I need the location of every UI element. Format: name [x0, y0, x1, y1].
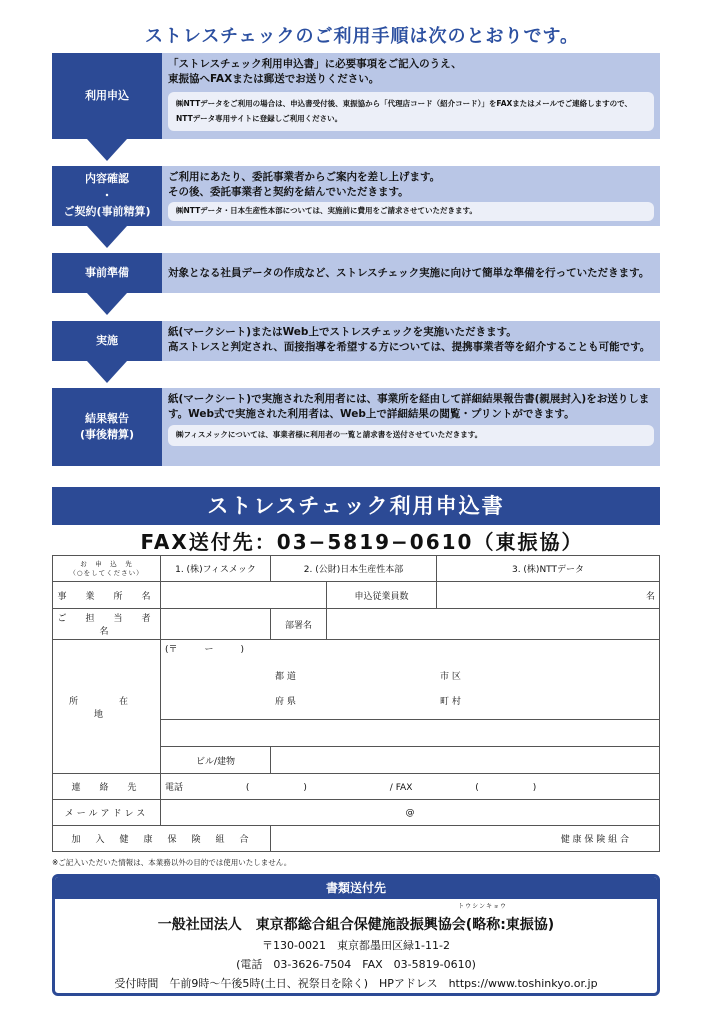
town-label: 町 村	[440, 697, 461, 707]
step-body	[162, 388, 660, 466]
step-line: その後、委託事業者と契約を結んでいただきます。	[168, 185, 409, 198]
dept-label: 部署名	[271, 609, 327, 640]
at-sign: @	[405, 807, 415, 818]
building-field[interactable]	[271, 747, 660, 774]
phone-fax: (電話 03-3626-7504 FAX 03-5819-0610)	[236, 958, 476, 971]
step-label	[52, 53, 162, 139]
postal-code: (〒 ー )	[165, 645, 245, 655]
prefecture-label: 都 道	[275, 672, 296, 682]
organization-name: 一般社団法人 東京都総合組合保健施設振興協会(略称:東振協)	[157, 917, 555, 933]
step-label-text: 実施	[96, 333, 118, 347]
tel-label: 電話	[165, 783, 184, 793]
send-destination-box	[52, 874, 660, 996]
contact-field[interactable]	[161, 774, 660, 800]
privacy-note: ※ご記入いただいた情報は、本業務以外の目的では使用いたしません。	[52, 858, 292, 867]
fax-label: / FAX	[389, 783, 413, 793]
dept-field[interactable]	[327, 609, 660, 640]
step-body	[162, 321, 660, 361]
fax-destination: FAX送付先：03−5819−0610（東振協）	[140, 530, 584, 554]
step-label	[52, 253, 162, 293]
step-line: 東振協へFAXまたは郵送でお送りください。	[168, 72, 380, 85]
insurance-field[interactable]	[271, 826, 660, 852]
step-confirmation	[52, 166, 660, 226]
employees-field[interactable]	[437, 582, 660, 609]
email-field[interactable]	[161, 800, 660, 826]
step-label-text: 利用申込	[85, 88, 129, 102]
step-body	[162, 53, 660, 139]
step-label-text: 内容確認	[85, 172, 129, 186]
person-label: ご 担 当 者 名	[53, 609, 161, 640]
send-destination-title: 書類送付先	[55, 877, 657, 899]
address-field[interactable]	[161, 640, 660, 720]
option-nttdata[interactable]: 3. (株)NTTデータ	[437, 556, 660, 582]
building-label: ビル/建物	[161, 747, 271, 774]
step-label	[52, 388, 162, 466]
step-implementation	[52, 321, 660, 361]
address-line-field[interactable]	[161, 720, 660, 747]
step-application	[52, 53, 660, 139]
step-label	[52, 166, 162, 226]
step-label-text: ・	[101, 188, 113, 202]
postal-address: 〒130-0021 東京都墨田区緑1-11-2	[262, 939, 450, 952]
step-line: 高ストレスと判定され、面接指導を希望する方については、提携事業者等を紹介することも可能です。	[168, 340, 651, 353]
apply-to-label: お 申 込 先 （○をしてください）	[53, 556, 161, 582]
step-label-text: 結果報告	[85, 411, 129, 425]
step-line: ご利用にあたり、委託事業者からご案内を差し上げます。	[168, 171, 441, 183]
page-title: ストレスチェックのご利用手順は次のとおりです。	[144, 26, 580, 47]
step-label	[52, 321, 162, 361]
step-line: 「ストレスチェック利用申込書」に必要事項をご記入のうえ、	[168, 58, 462, 70]
step-line: 紙(マークシート)またはWeb上でストレスチェックを実施いただきます。	[168, 326, 517, 338]
address-label: 所 在 地	[53, 640, 161, 774]
step-body	[162, 166, 660, 226]
step-note: ㈱NTTデータ・日本生産性本部については、実施前に費用をご請求させていただきます。	[168, 202, 654, 220]
person-field[interactable]	[161, 609, 271, 640]
down-arrow-icon	[87, 139, 127, 161]
step-result-report	[52, 388, 660, 466]
employees-label: 申込従業員数	[327, 582, 437, 609]
step-label-text: ご契約(事前精算)	[63, 205, 151, 219]
option-fismec[interactable]: 1. (株)フィスメック	[161, 556, 271, 582]
tel-paren: ( )	[245, 783, 307, 793]
down-arrow-icon	[87, 361, 127, 383]
office-name-field[interactable]	[161, 582, 327, 609]
employees-unit: 名	[645, 591, 655, 602]
step-label-text: 事前準備	[85, 265, 129, 279]
step-line: 対象となる社員データの作成など、ストレスチェック実施に向けて簡単な準備を行っていただきます。	[168, 266, 650, 279]
application-form	[52, 555, 660, 852]
city-label: 市 区	[440, 672, 461, 682]
form-banner: ストレスチェック利用申込書	[52, 487, 660, 525]
insurance-suffix: 健 康 保 険 組 合	[560, 835, 629, 845]
down-arrow-icon	[87, 226, 127, 248]
office-name-label: 事 業 所 名	[53, 582, 161, 609]
contact-label: 連 絡 先	[53, 774, 161, 800]
step-body	[162, 253, 660, 293]
step-label-text: (事後精算)	[79, 428, 135, 441]
down-arrow-icon	[87, 293, 127, 315]
fax-paren: ( )	[475, 783, 537, 793]
insurance-label: 加 入 健 康 保 険 組 合	[53, 826, 271, 852]
office-hours: 受付時間 午前9時〜午後5時(土日、祝祭日を除く) HPアドレス https://www.toshinkyo.or.jp	[114, 977, 598, 990]
step-note: ㈱NTTデータをご利用の場合は、申込書受付後、東振協から「代理店コード（紹介コード）」をFAXまたはメールでご連絡しますので、NTTデータ専用サイトに登録しご利用ください。	[168, 92, 654, 131]
step-note: ㈱フィスメックについては、事業者様に利用者の一覧と請求書を送付させていただきます。	[168, 425, 654, 445]
email-label: メールアドレス	[53, 800, 161, 826]
step-line: 紙(マークシート)で実施された利用者には、事業所を経由して詳細結果報告書(親展封入)をお送りします。Web式で実施された利用者は、Web上で詳細結果の閲覧・プリントができます。	[168, 393, 650, 420]
ruby-reading: トウシンキョウ	[458, 903, 507, 910]
option-jpc[interactable]: 2. (公財)日本生産性本部	[271, 556, 437, 582]
step-preparation	[52, 253, 660, 293]
prefecture-label: 府 県	[275, 697, 296, 707]
